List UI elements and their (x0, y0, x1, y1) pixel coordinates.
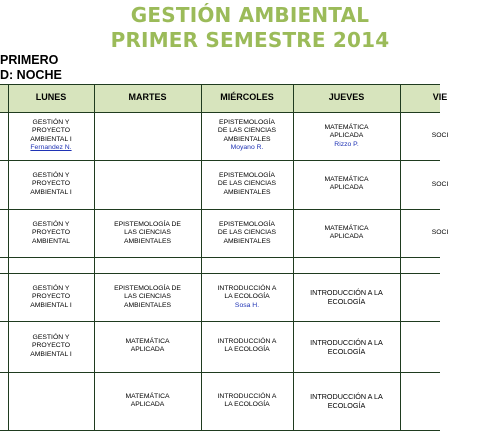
course-name: MATEMÁTICA APLICADA (324, 225, 369, 241)
schedule-cell-miercoles (201, 338, 293, 355)
year-label: PRIMERO (0, 53, 59, 67)
day-header: VIE (432, 92, 448, 102)
schedule-cell-miercoles (201, 221, 293, 246)
course-name: GESTIÓN Y PROYECTO AMBIENTAL I (30, 172, 72, 196)
course-name: MATEMÁTICA APLICADA (324, 124, 369, 140)
day-header: JUEVES (328, 92, 365, 102)
course-name: MATEMÁTICA APLICADA (324, 176, 369, 192)
schedule-cell-miercoles (201, 119, 293, 153)
schedule-cell-lunes (8, 285, 94, 310)
day-header: MIÉRCOLES (220, 92, 274, 102)
schedule-cell-lunes (8, 119, 94, 153)
course-name: MATEMÁTICA APLICADA (125, 338, 170, 354)
schedule-cell-jueves (293, 124, 400, 149)
schedule-cell-martes (94, 338, 201, 355)
schedule-cell-jueves (293, 288, 400, 306)
grid-line (0, 84, 440, 85)
schedule-cell-lunes (8, 172, 94, 197)
schedule-cell-miercoles (201, 285, 293, 310)
course-name: SOCI (431, 229, 449, 236)
course-name: SOCI (431, 132, 449, 139)
schedule-cell-miercoles (201, 172, 293, 197)
schedule-cell-jueves (293, 225, 400, 242)
course-name: MATEMÁTICA APLICADA (125, 393, 170, 409)
schedule-cell-lunes (8, 221, 94, 246)
schedule-cell-lunes (8, 334, 94, 359)
course-name: GESTIÓN Y PROYECTO AMBIENTAL (31, 221, 71, 245)
grid-line (0, 160, 440, 161)
day-header: MARTES (128, 92, 167, 102)
page-title: GESTIÓN AMBIENTAL (130, 3, 370, 27)
shift-label: D: NOCHE (0, 68, 62, 82)
course-name: INTRODUCCIÓN A LA ECOLOGÍA (217, 285, 277, 301)
grid-line (0, 209, 440, 210)
teacher-name: Sosa H. (234, 301, 260, 309)
grid-line (94, 84, 95, 430)
teacher-name: Moyano R. (230, 144, 264, 152)
schedule-cell-jueves (293, 176, 400, 193)
course-name: INTRODUCCIÓN A LA ECOLOGÍA (217, 393, 277, 409)
course-name: EPISTEMOLOGÍA DE LAS CIENCIAS AMBIENTALES (217, 172, 277, 196)
grid-line (0, 430, 440, 431)
course-name: EPISTEMOLOGÍA DE LAS CIENCIAS AMBIENTALES (217, 119, 277, 143)
schedule-cell-martes (94, 393, 201, 410)
course-name: EPISTEMOLOGÍA DE LAS CIENCIAS AMBIENTALES (114, 221, 181, 245)
teacher-name: Rizzo P. (334, 140, 359, 148)
course-name: SOCI (431, 181, 449, 188)
grid-line (0, 372, 440, 373)
course-name: INTRODUCCIÓN A LA ECOLOGÍA (310, 392, 383, 410)
page-subtitle: PRIMER SEMESTRE 2014 (110, 28, 390, 52)
schedule-cell-martes (94, 221, 201, 246)
schedule-cell-martes (94, 285, 201, 310)
course-name: EPISTEMOLOGÍA DE LAS CIENCIAS AMBIENTALES (114, 285, 181, 309)
course-name: GESTIÓN Y PROYECTO AMBIENTAL I (30, 334, 72, 358)
course-name: INTRODUCCIÓN A LA ECOLOGÍA (310, 338, 383, 356)
schedule-cell-viernes (400, 229, 480, 237)
grid-line (0, 321, 440, 322)
course-name: INTRODUCCIÓN A LA ECOLOGÍA (217, 338, 277, 354)
course-name: EPISTEMOLOGÍA DE LAS CIENCIAS AMBIENTALES (217, 221, 277, 245)
grid-line (0, 273, 440, 274)
schedule-cell-viernes (400, 181, 480, 189)
schedule-cell-miercoles (201, 393, 293, 410)
grid-line (0, 257, 440, 258)
schedule-cell-viernes (400, 132, 480, 140)
course-name: GESTIÓN Y PROYECTO AMBIENTAL I (30, 119, 72, 143)
day-header: LUNES (35, 92, 67, 102)
grid-line (0, 112, 440, 113)
course-name: INTRODUCCIÓN A LA ECOLOGÍA (310, 288, 383, 306)
course-name: GESTIÓN Y PROYECTO AMBIENTAL I (30, 285, 72, 309)
schedule-cell-jueves (293, 392, 400, 410)
schedule-cell-jueves (293, 338, 400, 356)
teacher-name: Fernandez N. (30, 144, 72, 152)
